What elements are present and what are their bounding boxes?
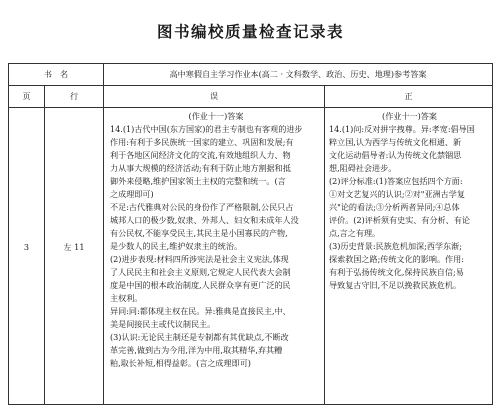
text-line: 点,言之有理。: [329, 228, 381, 238]
text-line: 文化运动倡导者:认为传统文化禁锢思: [329, 150, 462, 160]
book-name: 高中寒假自主学习作业本(高二 · 文科数学、政治、历史、地理)参考答案: [169, 69, 427, 79]
wrong-label: 误: [209, 91, 219, 101]
text-line: 不足:古代雅典对公民的身份作了严格限制,公民只占: [110, 202, 294, 212]
text-line: 御外来侵略,维护国家领土主权的完整和统一。(言: [110, 176, 286, 186]
text-line: 主权利。: [110, 293, 143, 303]
book-label: 书 名: [43, 69, 69, 79]
table-divider: [8, 107, 493, 108]
line-label: 行: [69, 91, 79, 101]
text-line: 想,阻碍社会进步。: [329, 163, 397, 173]
page-title: 图书编校质量检查记录表: [156, 23, 344, 41]
column-divider: [324, 85, 325, 405]
text-line: 兴"论的看法;③分析两者异同;④总体: [329, 202, 460, 212]
text-line: 作用:有利于多民族统一国家的建立、巩固和发展;有: [110, 137, 294, 147]
table-border-right: [492, 63, 493, 405]
text-line: 了人民民主和社会主义原则,它规定人民代表大会制: [110, 267, 291, 277]
text-line: 是少数人的民主,维护奴隶主的统治。: [110, 241, 243, 251]
text-line: 探索救国之路;传统文化的影响。作用:: [329, 254, 464, 264]
table-border-left: [8, 63, 9, 405]
line-number: 左 11: [63, 242, 85, 252]
text-line: (2)进步表现:材料四所涉宪法是社会主义宪法,体现: [110, 254, 289, 264]
text-line: 力从事大规模的经济活动;有利于防止地方割据和抵: [110, 163, 291, 173]
text-line: 之成理即可): [110, 189, 154, 199]
text-line: 有公民权,不能享受民主,其民主是小国寡民的产物,: [110, 228, 288, 238]
text-line: 14.(1)问:反对拼字拽尊。异:孝宽:倡导国: [329, 124, 475, 134]
wrong-lines: [110, 123, 322, 370]
page-label: 页: [22, 91, 31, 101]
table-border-top: [8, 63, 493, 64]
table-border-bottom: [8, 404, 493, 405]
text-line: 城邦人口的极少数,奴隶、外邦人、妇女和未成年人没: [110, 215, 299, 225]
text-line: 评价。(2)评析须有史实、有分析、有论: [329, 215, 470, 225]
text-line: 革完善,做到古为今用,洋为中用,取其精华,弃其糟: [110, 345, 283, 355]
right-label: 正: [404, 91, 413, 101]
text-line: 粹立国,认为西学与传统文化相通、新: [329, 137, 462, 147]
right-lines: [329, 123, 490, 292]
text-line: (3)认识:无论民主制还是专制都有其优缺点,不断改: [110, 332, 289, 342]
wrong-heading: (作业十一)答案: [188, 111, 244, 121]
text-line: 14.(1)古代中国(东方国家)的君主专制也有客观的进步: [110, 124, 303, 134]
text-line: 利于各地区间经济文化的交流,有效地组织人力、物: [110, 150, 291, 160]
text-line: 导致复古守旧,不足以挽救民族危机。: [329, 280, 462, 290]
text-line: ①对文艺复兴的认识;②对"亚洲古学复: [329, 189, 465, 199]
text-line: (3)历史背景:民族危机加深;西学东渐;: [329, 241, 462, 251]
column-divider: [103, 63, 104, 405]
table-divider: [8, 85, 493, 86]
text-line: (2)评分标准:(1)答案应包括四个方面:: [329, 176, 463, 186]
text-line: 粕,取长补短,相得益彰。(言之成理即可): [110, 358, 251, 368]
text-line: 美是间接民主或代议制民主。: [110, 319, 216, 329]
wrong-text: [110, 110, 322, 370]
right-heading: (作业十一)答案: [382, 111, 437, 121]
right-text: [329, 110, 490, 292]
text-line: 异同:同:都体现主权在民。异:雅典是直接民主,中、: [110, 306, 291, 316]
text-line: 度是中国的根本政治制度,人民群众享有更广泛的民: [110, 280, 291, 290]
text-line: 有利于弘扬传统文化,保持民族自信;易: [329, 267, 464, 277]
page-number: 3: [23, 242, 30, 252]
